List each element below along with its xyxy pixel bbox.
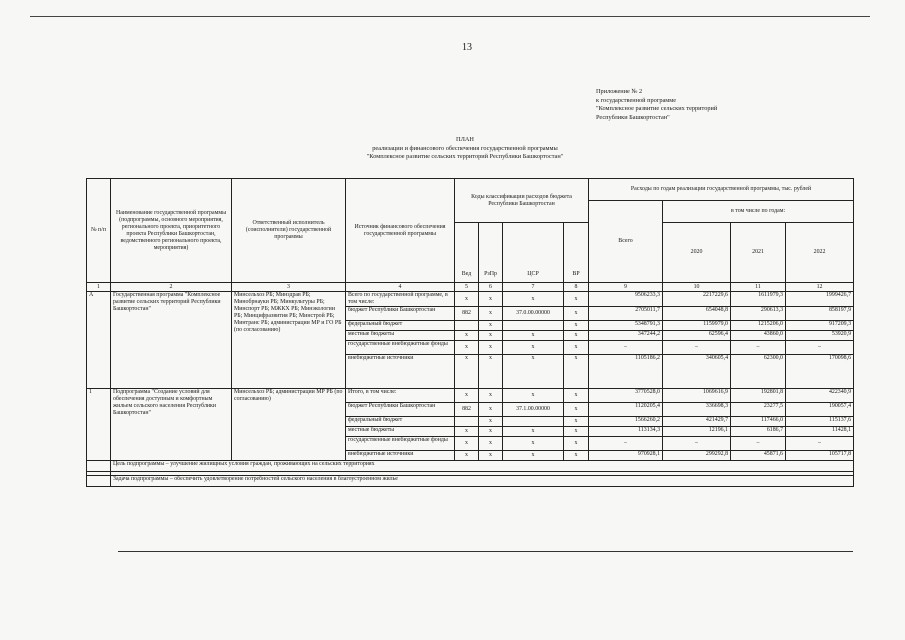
col-number: 9 <box>589 283 663 292</box>
y2022-cell: 53920,9 <box>786 331 854 341</box>
ved-cell: 882 <box>455 403 479 417</box>
col-number: 12 <box>786 283 854 292</box>
header-name: Наименование государственной программы (подпрограммы, основного мероприятия, регионального проекта, приоритетного проекта Республики Башкортостан, ведомственного регионального проекта, мероприятия) <box>111 179 232 283</box>
source-cell: Итого, в том числе: <box>346 389 455 403</box>
y2021-cell: 117466,0 <box>731 417 786 427</box>
col-number: 7 <box>503 283 564 292</box>
rzpr-cell: х <box>479 341 503 355</box>
source-cell: местные бюджеты <box>346 331 455 341</box>
ved-cell: х <box>455 451 479 461</box>
appendix-note <box>596 88 717 122</box>
source-cell: федеральный бюджет <box>346 321 455 331</box>
col-number: 11 <box>731 283 786 292</box>
source-cell: бюджет Республики Башкортостан <box>346 403 455 417</box>
ved-cell: х <box>455 437 479 451</box>
y2022-cell: 115137,6 <box>786 417 854 427</box>
y2021-cell: 43860,0 <box>731 331 786 341</box>
subprogram-goal: Цель подпрограммы – улучшение жилищных условия граждан, проживающих на сельских территориях <box>111 461 854 472</box>
y2022-cell: – <box>786 341 854 355</box>
header-source: Источник финансового обеспечения государственной программы <box>346 179 455 283</box>
total-cell: 970928,1 <box>589 451 663 461</box>
header-executor: Ответственный исполнитель (соисполнители) государственной программы <box>232 179 346 283</box>
total-cell: 2705011,7 <box>589 307 663 321</box>
y2022-cell: 190057,4 <box>786 403 854 417</box>
page-number: 13 <box>462 42 472 53</box>
y2020-cell: 12196,1 <box>663 427 731 437</box>
y2021-cell: – <box>731 437 786 451</box>
vr-cell: х <box>564 451 589 461</box>
y2021-cell: 23277,5 <box>731 403 786 417</box>
header-2020: 2020 <box>663 223 731 283</box>
vr-cell: х <box>564 355 589 389</box>
csr-cell: х <box>503 341 564 355</box>
rzpr-cell: х <box>479 437 503 451</box>
ved-cell: х <box>455 355 479 389</box>
total-cell: 1105186,2 <box>589 355 663 389</box>
ved-cell: х <box>455 331 479 341</box>
block-a-num: А <box>87 292 111 389</box>
total-cell: 5348791,3 <box>589 321 663 331</box>
col-number: 5 <box>455 283 479 292</box>
csr-cell: 37.0.00.00000 <box>503 307 564 321</box>
rzpr-cell: х <box>479 292 503 307</box>
y2020-cell: 1159979,0 <box>663 321 731 331</box>
header-2021: 2021 <box>731 223 786 283</box>
source-cell: Всего по государственной программе, в том числе: <box>346 292 455 307</box>
y2020-cell: – <box>663 341 731 355</box>
vr-cell: х <box>564 292 589 307</box>
rzpr-cell: х <box>479 427 503 437</box>
header-rzpr: РзПр <box>479 223 503 283</box>
y2022-cell: 1999426,7 <box>786 292 854 307</box>
goal-num-cell <box>87 461 111 472</box>
header-num: № п/п <box>87 179 111 283</box>
y2020-cell: 340605,4 <box>663 355 731 389</box>
total-cell: 3770528,0 <box>589 389 663 403</box>
y2021-cell: 290613,3 <box>731 307 786 321</box>
y2022-cell: 858197,9 <box>786 307 854 321</box>
ved-cell <box>455 417 479 427</box>
rzpr-cell: х <box>479 321 503 331</box>
col-number: 2 <box>111 283 232 292</box>
y2022-cell: 170098,6 <box>786 355 854 389</box>
subprogram-task: Задача подпрограммы – обеспечить удовлетворение потребностей сельского населения в благоустроенном жилье <box>111 476 854 487</box>
header-total: Всего <box>589 201 663 283</box>
col-number: 6 <box>479 283 503 292</box>
plan-title <box>300 136 630 162</box>
header-codes: Коды классификации расходов бюджета Республики Башкортостан <box>455 179 589 223</box>
csr-cell: 37.1.00.00000 <box>503 403 564 417</box>
source-cell: государственные внебюджетные фонды <box>346 341 455 355</box>
y2020-cell: 654048,8 <box>663 307 731 321</box>
vr-cell: х <box>564 403 589 417</box>
csr-cell: х <box>503 389 564 403</box>
block-1-executor: Минсельхоз РБ; администрации МР РБ (по согласованию) <box>232 389 346 461</box>
vr-cell: х <box>564 341 589 355</box>
rzpr-cell: х <box>479 331 503 341</box>
source-cell: государственные внебюджетные фонды <box>346 437 455 451</box>
y2020-cell: 62596,4 <box>663 331 731 341</box>
header-2022: 2022 <box>786 223 854 283</box>
block-1-num: 1 <box>87 389 111 461</box>
title-line: реализации и финансового обеспечения государственной программы <box>372 144 558 152</box>
csr-cell: х <box>503 355 564 389</box>
y2021-cell: 1611979,3 <box>731 292 786 307</box>
col-number: 8 <box>564 283 589 292</box>
total-cell: 113134,3 <box>589 427 663 437</box>
y2020-cell: 2217229,6 <box>663 292 731 307</box>
ved-cell: 882 <box>455 307 479 321</box>
source-cell: местные бюджеты <box>346 427 455 437</box>
vr-cell: х <box>564 389 589 403</box>
csr-cell <box>503 417 564 427</box>
header-vr: ВР <box>564 223 589 283</box>
header-expenses: Расходы по годам реализации государственной программы, тыс. рублей <box>589 179 854 201</box>
vr-cell: х <box>564 321 589 331</box>
source-cell: внебюджетные источники <box>346 355 455 389</box>
csr-cell: х <box>503 437 564 451</box>
col-number: 10 <box>663 283 731 292</box>
header-ved: Вед <box>455 223 479 283</box>
ved-cell: х <box>455 427 479 437</box>
block-1-name: Подпрограмма "Создание условий для обеспечения доступным и комфортным жильем сельского населения Республики Башкортостан" <box>111 389 232 461</box>
total-cell: 9506233,3 <box>589 292 663 307</box>
title-line: ПЛАН <box>456 136 474 143</box>
ved-cell: х <box>455 389 479 403</box>
y2020-cell: – <box>663 437 731 451</box>
block-a-executor: Минсельхоз РБ; Минздрав РБ; Минобрнауки РБ; Минкультуры РБ; Минспорт РБ; МЖКХ РБ; Минэкологии РБ; Минцифразвития РБ; Минстрой РБ; Минтранс РБ; администрации МР и ГО РБ (по согласованию) <box>232 292 346 389</box>
csr-cell: х <box>503 451 564 461</box>
y2021-cell: 1215206,0 <box>731 321 786 331</box>
source-cell: внебюджетные источники <box>346 451 455 461</box>
y2021-cell: 45871,6 <box>731 451 786 461</box>
col-number: 1 <box>87 283 111 292</box>
vr-cell: х <box>564 331 589 341</box>
rzpr-cell: х <box>479 403 503 417</box>
rzpr-cell: х <box>479 417 503 427</box>
appendix-line: Республики Башкортостан" <box>596 113 670 121</box>
y2021-cell: 6186,7 <box>731 427 786 437</box>
bottom-rule <box>118 551 853 552</box>
csr-cell: х <box>503 331 564 341</box>
vr-cell: х <box>564 437 589 451</box>
title-line: "Комплексное развитие сельских территорий Республики Башкортостан" <box>366 153 564 160</box>
vr-cell: х <box>564 417 589 427</box>
appendix-line: "Комплексное развитие сельских территорий <box>596 105 718 112</box>
y2021-cell: 192801,8 <box>731 389 786 403</box>
y2021-cell: 62300,0 <box>731 355 786 389</box>
top-rule <box>30 16 870 17</box>
appendix-line: к государственной программе <box>596 96 677 104</box>
y2020-cell: 1069616,9 <box>663 389 731 403</box>
appendix-line: Приложение № 2 <box>596 88 643 95</box>
csr-cell: х <box>503 292 564 307</box>
source-cell: федеральный бюджет <box>346 417 455 427</box>
vr-cell: х <box>564 427 589 437</box>
total-cell: 1566260,2 <box>589 417 663 427</box>
col-number: 3 <box>232 283 346 292</box>
rzpr-cell: х <box>479 389 503 403</box>
total-cell: – <box>589 437 663 451</box>
y2020-cell: 421429,7 <box>663 417 731 427</box>
csr-cell <box>503 321 564 331</box>
ved-cell: х <box>455 341 479 355</box>
total-cell: – <box>589 341 663 355</box>
plan-table <box>86 178 854 487</box>
y2020-cell: 336698,3 <box>663 403 731 417</box>
task-num-cell <box>87 476 111 487</box>
y2022-cell: – <box>786 437 854 451</box>
y2022-cell: 105717,8 <box>786 451 854 461</box>
col-number: 4 <box>346 283 455 292</box>
source-cell: бюджет Республики Башкортостан <box>346 307 455 321</box>
y2020-cell: 299292,8 <box>663 451 731 461</box>
rzpr-cell: х <box>479 307 503 321</box>
y2022-cell: 11428,1 <box>786 427 854 437</box>
vr-cell: х <box>564 307 589 321</box>
block-a-name: Государственная программа "Комплексное развитие сельских территорий Республики Башкортостан" <box>111 292 232 389</box>
y2022-cell: 422340,9 <box>786 389 854 403</box>
header-csr: ЦСР <box>503 223 564 283</box>
total-cell: 1120205,4 <box>589 403 663 417</box>
header-by-years: в том числе по годам: <box>663 201 854 223</box>
ved-cell <box>455 321 479 331</box>
csr-cell: х <box>503 427 564 437</box>
ved-cell: х <box>455 292 479 307</box>
rzpr-cell: х <box>479 451 503 461</box>
rzpr-cell: х <box>479 355 503 389</box>
total-cell: 347244,2 <box>589 331 663 341</box>
y2022-cell: 917209,3 <box>786 321 854 331</box>
y2021-cell: – <box>731 341 786 355</box>
